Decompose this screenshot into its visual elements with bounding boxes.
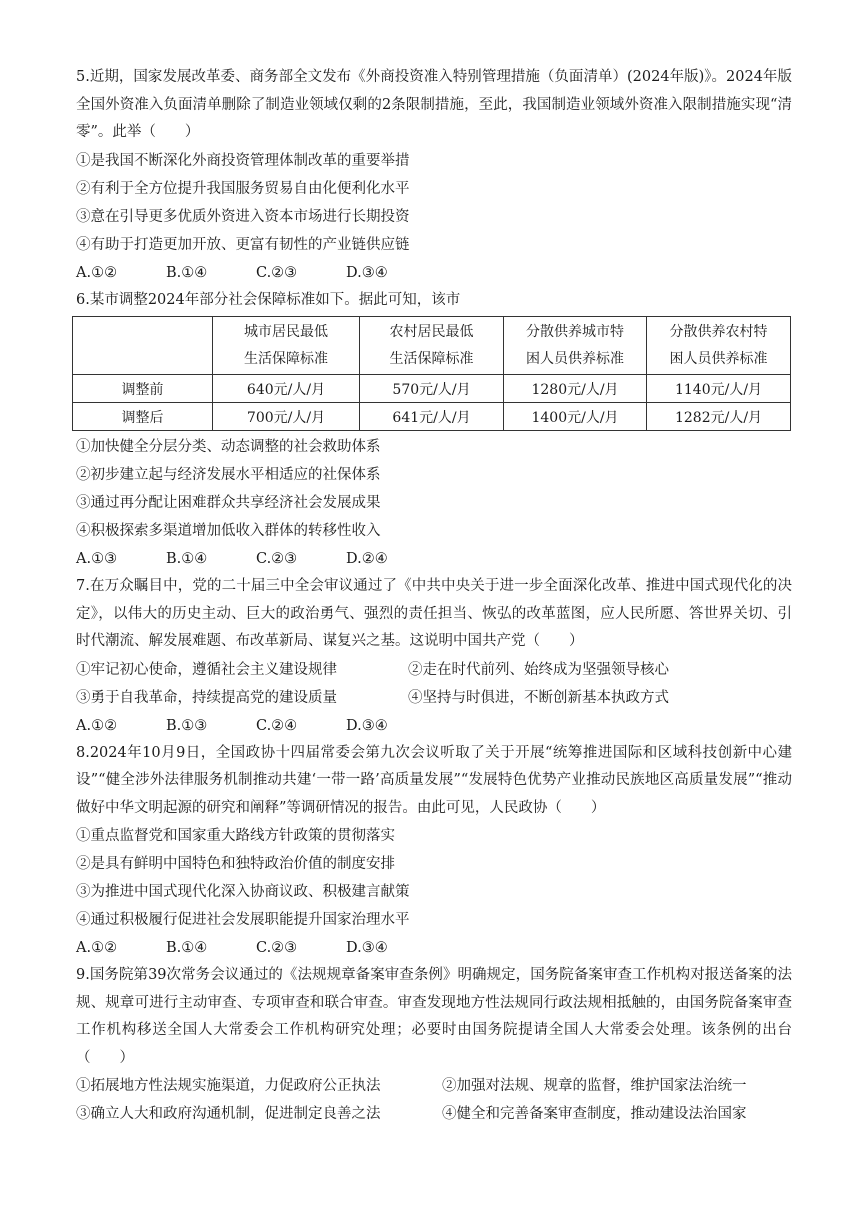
answer-a[interactable]: A.①② xyxy=(76,264,118,281)
option-3: ③通过再分配让困难群众共享经济社会发展成果 xyxy=(76,495,381,511)
option-1: ①牢记初心使命，遵循社会主义建设规律 xyxy=(76,661,337,678)
answer-d[interactable]: D.③④ xyxy=(346,717,388,734)
option-2: ②是具有鲜明中国特色和独特政治价值的制度安排 xyxy=(76,856,395,872)
social-security-table xyxy=(72,316,791,431)
answer-d[interactable]: D.③④ xyxy=(346,940,388,956)
question-9 xyxy=(76,962,792,1128)
option-2: ②初步建立起与经济发展水平相适应的社保体系 xyxy=(76,467,381,483)
answer-choices xyxy=(76,259,792,287)
answer-b[interactable]: B.①④ xyxy=(166,264,208,281)
table-header-cell xyxy=(73,317,213,375)
option-3: ③意在引导更多优质外资进入资本市场进行长期投资 xyxy=(76,208,410,225)
question-8 xyxy=(76,740,792,963)
answer-b[interactable]: B.①④ xyxy=(166,940,208,956)
table-cell: 570元/人/月 xyxy=(360,375,504,403)
table-cell: 1282元/人/月 xyxy=(647,403,791,431)
answer-c[interactable]: C.②③ xyxy=(256,551,298,567)
table-header-cell: 分散供养城市特 困人员供养标准 xyxy=(504,317,647,375)
question-stem: 8.2024年10月9日，全国政协十四届常委会第九次会议听取了关于开展“统筹推进国际和区域科技创新中心建设”“健全涉外法律服务机制推动共建‘一带一路’高质量发展”“发展特色优势产业推动民族地区高质量发展”“推动做好中华文明起源的研究和阐释”等调研情况的报告。由此可见，人民政协（ ） xyxy=(76,744,792,816)
question-7 xyxy=(76,573,792,740)
table-cell: 调整后 xyxy=(73,403,213,431)
answer-d[interactable]: D.③④ xyxy=(346,264,388,281)
option-row xyxy=(76,1072,792,1100)
answer-a[interactable]: A.①③ xyxy=(76,551,118,567)
answer-a[interactable]: A.①② xyxy=(76,717,118,734)
table-row xyxy=(73,375,791,403)
option-2: ②加强对法规、规章的监督，维护国家法治统一 xyxy=(442,1078,747,1094)
table-header-cell: 城市居民最低 生活保障标准 xyxy=(213,317,360,375)
option-1: ①加快健全分层分类、动态调整的社会救助体系 xyxy=(76,439,381,455)
option-3: ③勇于自我革命，持续提高党的建设质量 xyxy=(76,689,337,706)
question-stem: 7.在万众瞩目中，党的二十届三中全会审议通过了《中共中央关于进一步全面深化改革、推进中国式现代化的决定》，以伟大的历史主动、巨大的政治勇气、强烈的责任担当、恢弘的改革蓝图，应人民所愿、答世界关切、引时代潮流、解发展难题、布改革新局、谋复兴之基。这说明中国共产党（ ） xyxy=(76,578,792,649)
option-2: ②走在时代前列、始终成为坚强领导核心 xyxy=(408,661,669,678)
option-3: ③确立人大和政府沟通机制，促进制定良善之法 xyxy=(76,1106,381,1122)
option-row xyxy=(76,656,792,684)
question-6 xyxy=(76,287,792,574)
table-cell: 1140元/人/月 xyxy=(647,375,791,403)
option-row xyxy=(76,684,792,712)
answer-c[interactable]: C.②③ xyxy=(256,264,298,281)
option-4: ④健全和完善备案审查制度，推动建设法治国家 xyxy=(442,1106,747,1122)
table-cell: 700元/人/月 xyxy=(213,403,360,431)
option-row xyxy=(76,1100,792,1128)
exam-page xyxy=(76,64,792,1128)
answer-choices xyxy=(76,545,792,573)
answer-b[interactable]: B.①③ xyxy=(166,717,208,734)
answer-c[interactable]: C.②③ xyxy=(256,940,298,956)
table-cell: 1400元/人/月 xyxy=(504,403,647,431)
option-4: ④积极探索多渠道增加低收入群体的转移性收入 xyxy=(76,523,381,539)
table-header-cell: 分散供养农村特 困人员供养标准 xyxy=(647,317,791,375)
option-2: ②有利于全方位提升我国服务贸易自由化便利化水平 xyxy=(76,180,410,197)
answer-d[interactable]: D.②④ xyxy=(346,551,388,567)
question-stem: 5.近期，国家发展改革委、商务部全文发布《外商投资准入特别管理措施（负面清单）(2024年版)》。2024年版全国外资准入负面清单删除了制造业领域仅剩的2条限制措施，至此，我国制造业领域外资准入限制措施实现“清零”。此举（ ） xyxy=(76,69,792,140)
table-row xyxy=(73,403,791,431)
option-4: ④坚持与时俱进，不断创新基本执政方式 xyxy=(408,689,669,706)
option-4: ④通过积极履行促进社会发展职能提升国家治理水平 xyxy=(76,912,410,928)
question-stem: 6.某市调整2024年部分社会保障标准如下。据此可知，该市 xyxy=(76,291,461,308)
table-cell: 640元/人/月 xyxy=(213,375,360,403)
question-5 xyxy=(76,64,792,287)
answer-choices xyxy=(76,934,792,962)
answer-choices xyxy=(76,712,792,740)
question-stem: 9.国务院第39次常务会议通过的《法规规章备案审查条例》明确规定，国务院备案审查工作机构对报送备案的法规、规章可进行主动审查、专项审查和联合审查。审查发现地方性法规同行政法规相抵触的，由国务院备案审查工作机构移送全国人大常委会工作机构研究处理；必要时由国务院提请全国人大常委会处理。该条例的出台（ ） xyxy=(76,967,792,1066)
option-4: ④有助于打造更加开放、更富有韧性的产业链供应链 xyxy=(76,236,410,253)
table-cell: 调整前 xyxy=(73,375,213,403)
table-cell: 1280元/人/月 xyxy=(504,375,647,403)
option-1: ①重点监督党和国家重大路线方针政策的贯彻落实 xyxy=(76,828,395,844)
answer-b[interactable]: B.①④ xyxy=(166,551,208,567)
option-1: ①拓展地方性法规实施渠道，力促政府公正执法 xyxy=(76,1078,381,1094)
table-header-cell: 农村居民最低 生活保障标准 xyxy=(360,317,504,375)
option-1: ①是我国不断深化外商投资管理体制改革的重要举措 xyxy=(76,152,410,169)
table-header-row xyxy=(73,317,791,375)
answer-a[interactable]: A.①② xyxy=(76,940,118,956)
table-cell: 641元/人/月 xyxy=(360,403,504,431)
answer-c[interactable]: C.②④ xyxy=(256,717,298,734)
option-3: ③为推进中国式现代化深入协商议政、积极建言献策 xyxy=(76,884,410,900)
